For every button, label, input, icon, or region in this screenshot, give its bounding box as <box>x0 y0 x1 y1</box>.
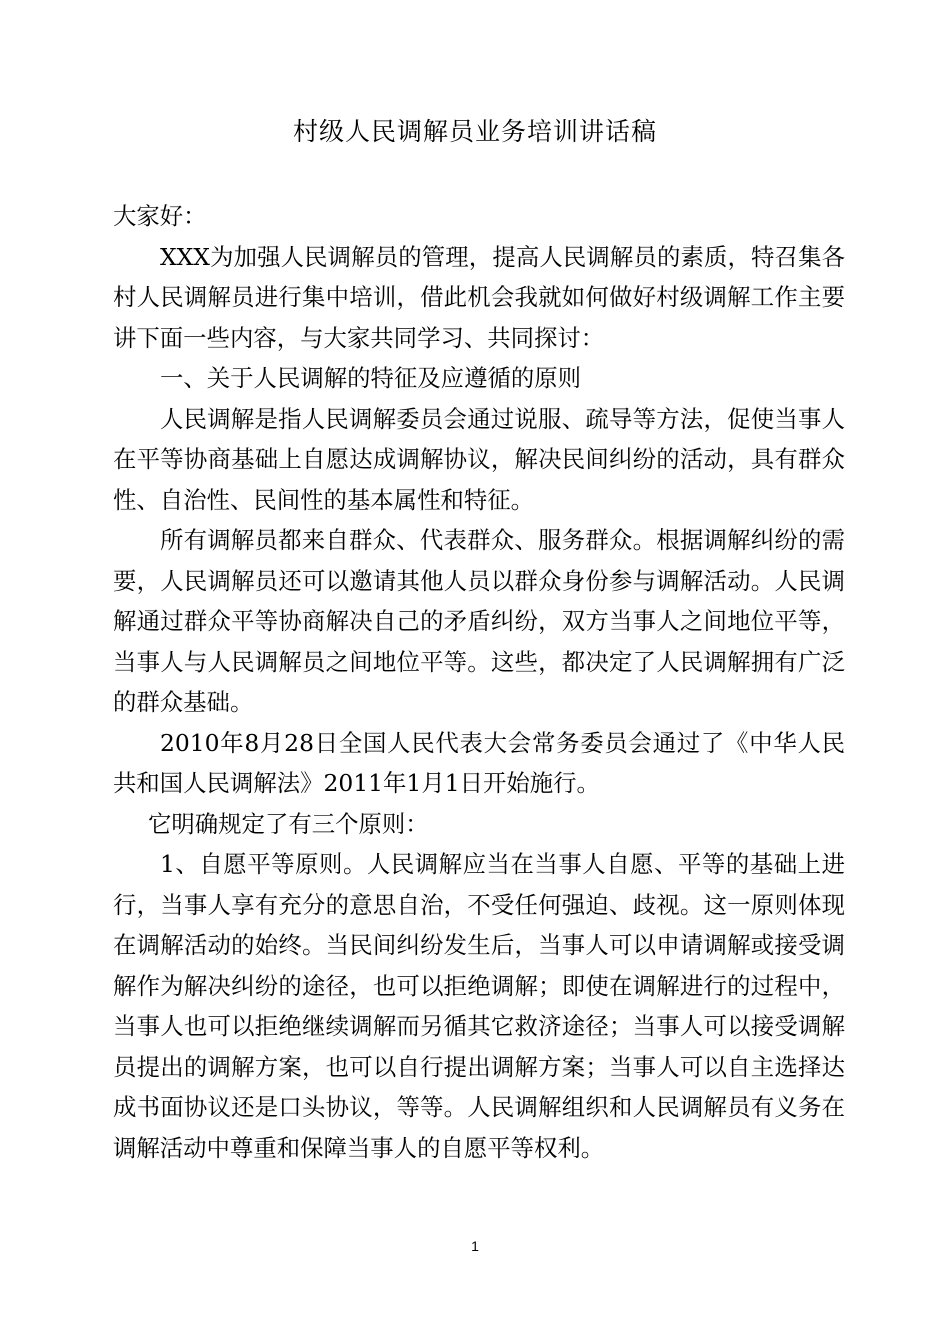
definition-paragraph: 人民调解是指人民调解委员会通过说服、疏导等方法，促使当事人在平等协商基础上自愿达成调解协议，解决民间纠纷的活动，具有群众性、自治性、民间性的基本属性和特征。 <box>113 404 845 514</box>
section-heading: 一、关于人民调解的特征及应遵循的原则 <box>160 364 582 392</box>
law-paragraph: 2010年8月28日全国人民代表大会常务委员会通过了《中华人民共和国人民调解法》2011年1月1日开始施行。 <box>113 728 845 797</box>
greeting-paragraph: 大家好： <box>113 202 207 230</box>
intro-paragraph: XXX为加强人民调解员的管理，提高人民调解员的素质，特召集各村人民调解员进行集中培训，借此机会我就如何做好村级调解工作主要讲下面一些内容，与大家共同学习、共同探讨： <box>113 242 845 352</box>
document-title: 村级人民调解员业务培训讲话稿 <box>292 117 657 146</box>
mediator-paragraph: 所有调解员都来自群众、代表群众、服务群众。根据调解纠纷的需要，人民调解员还可以邀请其他人员以群众身份参与调解活动。人民调解通过群众平等协商解决自己的矛盾纠纷，双方当事人之间地位平等，当事人与人民调解员之间地位平等。这些，都决定了人民调解拥有广泛的群众基础。 <box>113 526 845 716</box>
document-body <box>113 196 845 1168</box>
page-number: 1 <box>471 1238 479 1254</box>
principle-one-paragraph: 1、自愿平等原则。人民调解应当在当事人自愿、平等的基础上进行，当事人享有充分的意思自治，不受任何强迫、歧视。这一原则体现在调解活动的始终。当民间纠纷发生后，当事人可以申请调解或接受调解作为解决纠纷的途径，也可以拒绝调解；即使在调解进行的过程中，当事人也可以拒绝继续调解而另循其它救济途径；当事人可以接受调解员提出的调解方案，也可以自行提出调解方案；当事人可以自主选择达成书面协议还是口头协议，等等。人民调解组织和人民调解员有义务在调解活动中尊重和保障当事人的自愿平等权利。 <box>113 850 845 1162</box>
principles-intro-paragraph: 它明确规定了有三个原则： <box>148 809 429 838</box>
